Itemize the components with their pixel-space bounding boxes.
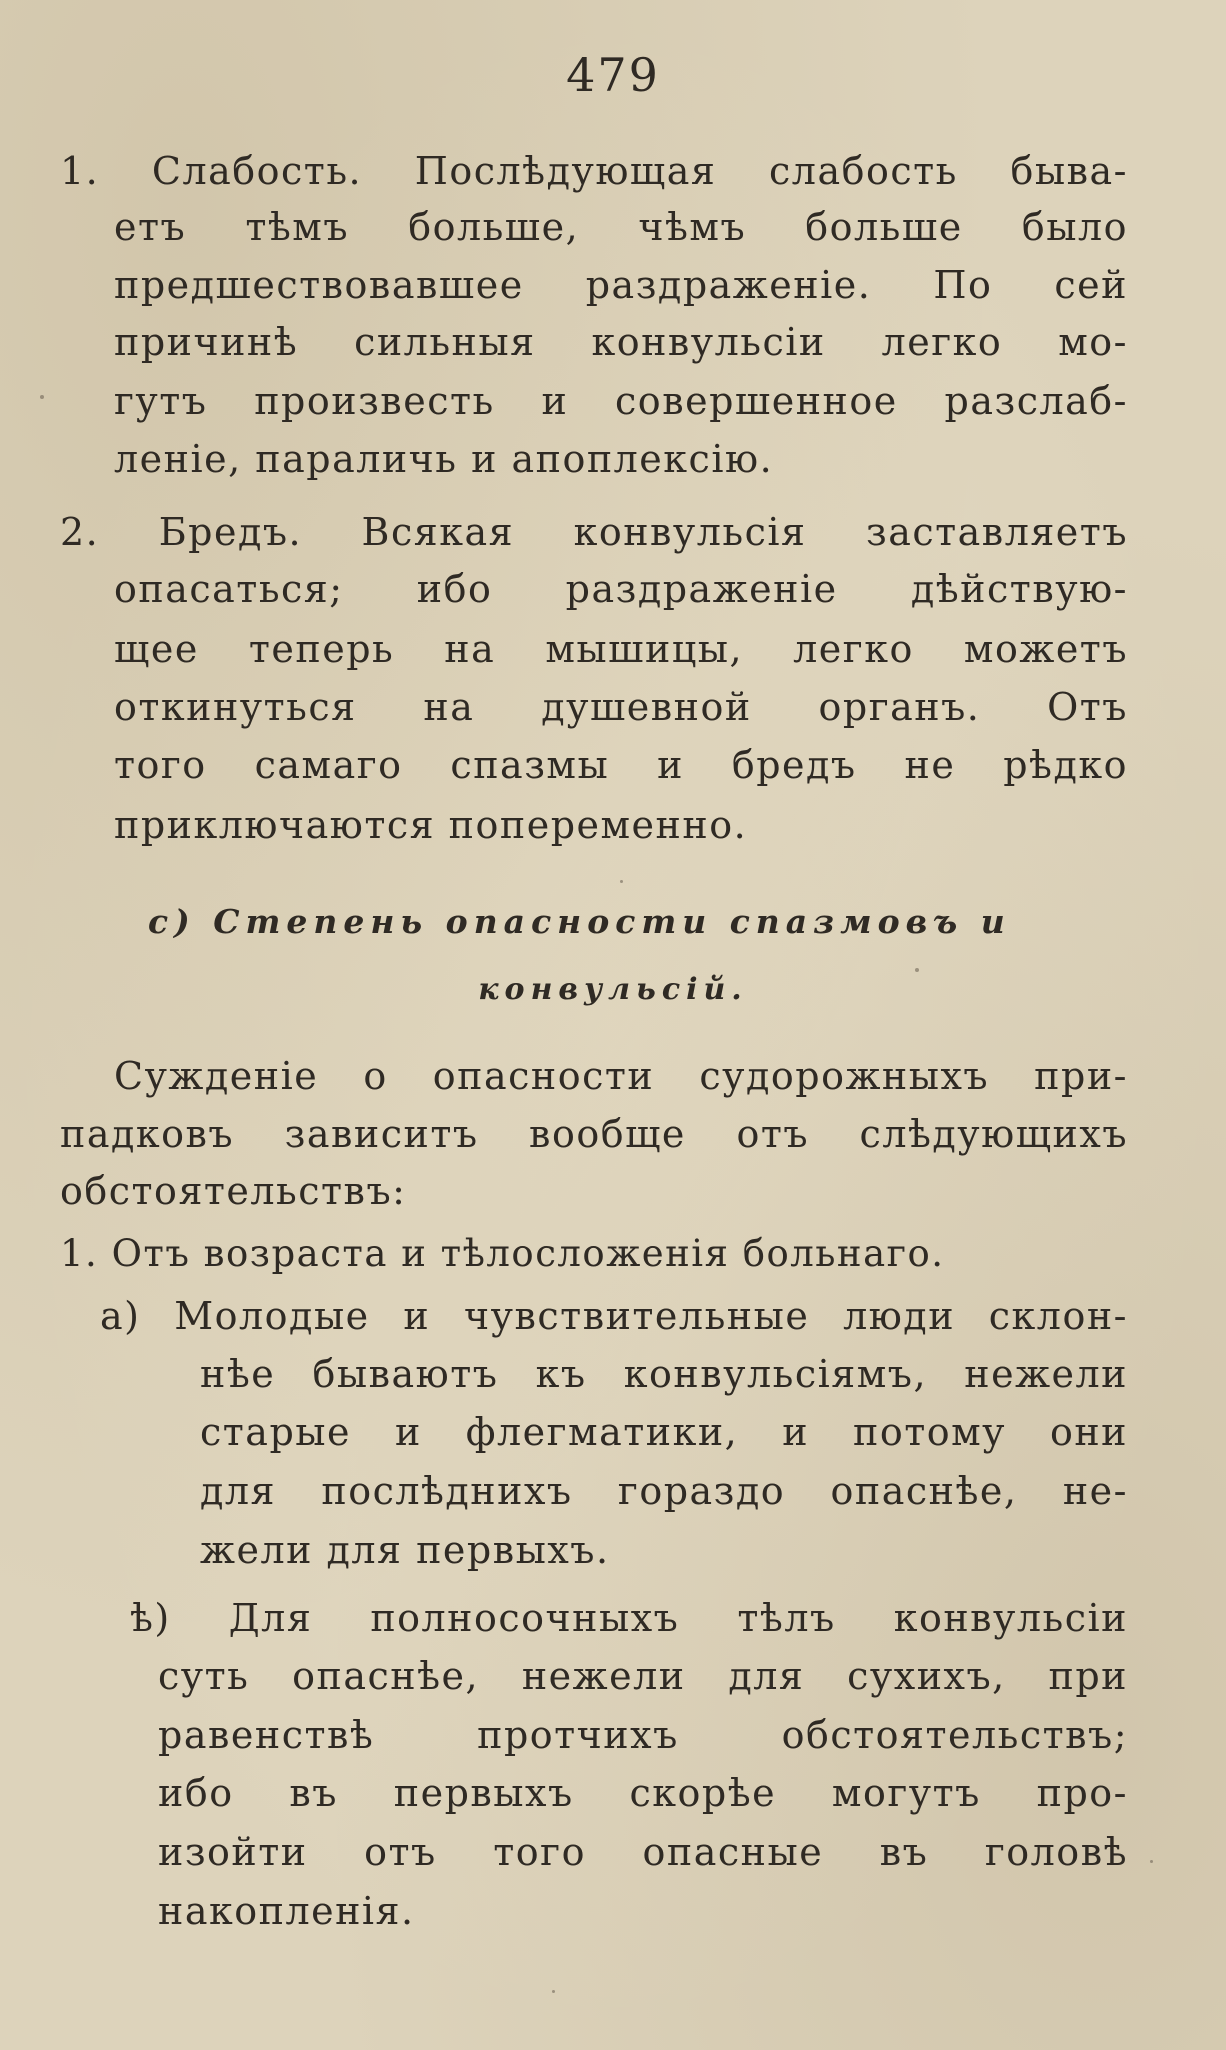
sub-b-line-4: ибо въ первыхъ скорѣе могутъ про-	[158, 1771, 1128, 1815]
sub-b-line-5: изойти отъ того опасные въ головѣ	[158, 1830, 1128, 1874]
sub-a-line-2: нѣе бываютъ къ конвульсіямъ, нежели	[200, 1352, 1128, 1396]
sub-b-line-3: равенствѣ протчихъ обстоятельствъ;	[158, 1713, 1128, 1757]
sub-a-line-3: старые и флегматики, и потому они	[200, 1410, 1128, 1454]
sub-a-line-5: жели для первыхъ.	[200, 1528, 610, 1572]
sub-b-line-1: ѣ) Для полносочныхъ тѣлъ конвульсіи	[130, 1596, 1128, 1640]
paragraph-line-2: падковъ зависитъ вообще отъ слѣдующихъ	[60, 1112, 1128, 1156]
paper-speck	[915, 968, 919, 972]
item2-line-6: приключаются попеременно.	[114, 803, 748, 847]
paragraph-line-1: Сужденіе о опасности судорожныхъ при-	[114, 1054, 1128, 1098]
paper-speck	[552, 1990, 555, 1993]
item1-line-1: 1. Слабость. Послѣдующая слабость быва-	[60, 149, 1128, 193]
item1-line-5: гутъ произвесть и совершенное разслаб-	[114, 379, 1128, 423]
item1-line-6: леніе, параличь и апоплексію.	[114, 437, 774, 481]
item2-line-4: откинуться на душевной органъ. Отъ	[114, 685, 1128, 729]
sub-b-line-2: суть опаснѣе, нежели для сухихъ, при	[158, 1654, 1128, 1698]
sub-b-line-6: накопленія.	[158, 1889, 415, 1933]
page-number: 479	[566, 48, 660, 102]
paragraph-line-3: обстоятельствъ:	[60, 1169, 407, 1213]
paper-speck	[1150, 1860, 1153, 1863]
paper-speck	[620, 880, 623, 883]
sub-a-line-4: для послѣднихъ гораздо опаснѣе, не-	[200, 1469, 1128, 1513]
item2-line-1: 2. Бредъ. Всякая конвульсія заставляетъ	[60, 510, 1128, 554]
item1-line-4: причинѣ сильныя конвульсіи легко мо-	[114, 320, 1128, 364]
item2-line-3: щее теперь на мышицы, легко можетъ	[114, 627, 1128, 671]
paper-speck	[40, 395, 44, 399]
item1-line-3: предшествовавшее раздраженіе. По сей	[114, 263, 1128, 307]
item1-line-2: етъ тѣмъ больше, чѣмъ больше было	[114, 205, 1128, 249]
point1-line: 1. Отъ возраста и тѣлосложенія больнаго.	[60, 1232, 945, 1275]
section-heading-line-2: конвульсій.	[478, 972, 748, 1007]
item2-line-2: опасаться; ибо раздраженіе дѣйствую-	[114, 567, 1128, 611]
section-heading-line-1: c) Степень опасности спазмовъ и	[148, 902, 1011, 941]
sub-a-line-1: а) Молодые и чувствительные люди склон-	[100, 1294, 1128, 1338]
item2-line-5: того самаго спазмы и бредъ не рѣдко	[114, 743, 1128, 787]
